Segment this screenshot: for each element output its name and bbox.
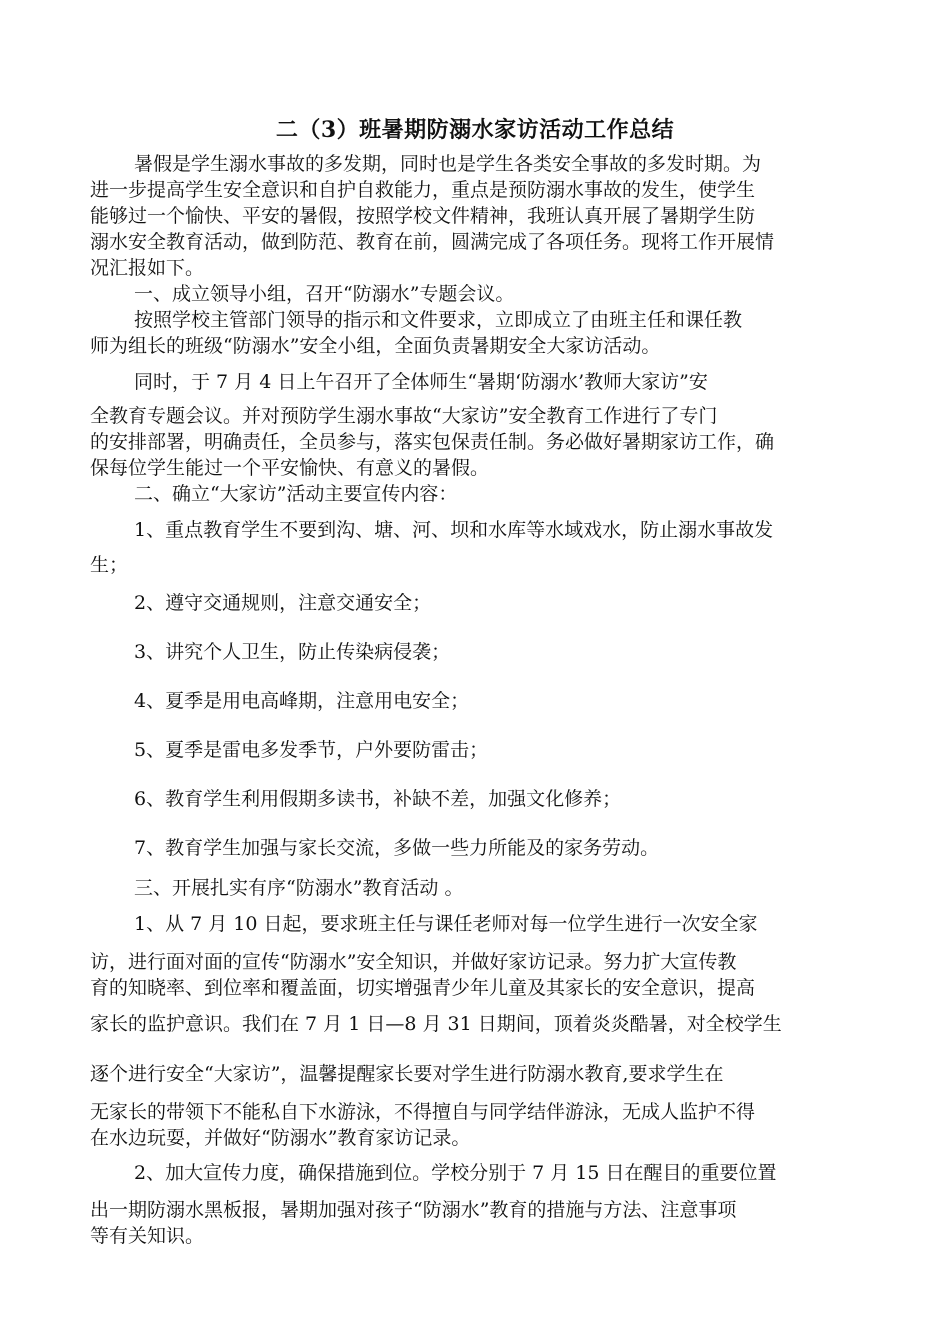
list-item-continuation: 生； [90,554,129,576]
section1-heading: 一、成立领导小组，召开“防溺水”专题会议。 [134,283,515,305]
list-item: 7、教育学生加强与家长交流，多做一些力所能及的家务劳动。 [134,837,660,859]
list-item: 2、遵守交通规则，注意交通安全； [134,592,432,614]
section3-p2-line-3: 等有关知识。 [90,1225,205,1247]
list-item: 4、夏季是用电高峰期，注意用电安全； [134,690,470,712]
section1-p2-line-3: 的安排部署，明确责任，全员参与，落实包保责任制。务必做好暑期家访工作，确 [90,431,775,453]
list-item: 3、讲究个人卫生，防止传染病侵袭； [134,641,451,663]
intro-line-3: 能够过一个愉快、平安的暑假，按照学校文件精神，我班认真开展了暑期学生防 [90,205,756,227]
section3-p1-line-4: 家长的监护意识。我们在 7 月 1 日—8 月 31 日期间，顶着炎炎酷暑，对全校学生 [90,1013,782,1035]
section1-p1-line-2: 师为组长的班级“防溺水”安全小组，全面负责暑期安全大家访活动。 [90,335,661,357]
section1-p1-line-1: 按照学校主管部门领导的指示和文件要求，立即成立了由班主任和课任教 [134,309,743,331]
list-item: 6、教育学生利用假期多读书，补缺不差，加强文化修养； [134,788,622,810]
section3-p2-line-2: 出一期防溺水黑板报，暑期加强对孩子“防溺水”教育的措施与方法、注意事项 [90,1199,737,1221]
intro-line-1: 暑假是学生溺水事故的多发期，同时也是学生各类安全事故的多发时期。为 [134,153,762,175]
section3-p1-line-5: 逐个进行安全“大家访”，温馨提醒家长要对学生进行防溺水教育,要求学生在 [90,1063,724,1085]
list-item: 1、重点教育学生不要到沟、塘、河、坝和水库等水域戏水，防止溺水事故发 [134,519,774,541]
section3-p1-line-1: 1、从 7 月 10 日起，要求班主任与课任老师对每一位学生进行一次安全家 [134,913,758,935]
section1-p2-line-4: 保每位学生能过一个平安愉快、有意义的暑假。 [90,457,490,479]
section3-p2-line-1: 2、加大宣传力度，确保措施到位。学校分别于 7 月 15 日在醒目的重要位置 [134,1162,777,1184]
section2-heading: 二、确立“大家访”活动主要宣传内容： [134,483,458,505]
section1-p2-line-2: 全教育专题会议。并对预防学生溺水事故“大家访”安全教育工作进行了专门 [90,405,718,427]
section3-p1-line-2: 访，进行面对面的宣传“防溺水”安全知识，并做好家访记录。努力扩大宣传教 [90,951,737,973]
section1-p2-line-1: 同时，于 7 月 4 日上午召开了全体师生“暑期‘防溺水’教师大家访”安 [134,371,708,393]
intro-line-5: 况汇报如下。 [90,257,205,279]
intro-line-4: 溺水安全教育活动，做到防范、教育在前，圆满完成了各项任务。现将工作开展情 [90,231,775,253]
intro-line-2: 进一步提高学生安全意识和自护自救能力，重点是预防溺水事故的发生，使学生 [90,179,756,201]
document-title: 二（3）班暑期防溺水家访活动工作总结 [275,117,675,143]
section3-heading: 三、开展扎实有序“防溺水”教育活动 。 [134,877,464,899]
section3-p1-line-3: 育的知晓率、到位率和覆盖面，切实增强青少年儿童及其家长的安全意识，提高 [90,977,756,999]
section3-p1-line-7: 在水边玩耍，并做好“防溺水”教育家访记录。 [90,1127,471,1149]
list-item: 5、夏季是雷电多发季节，户外要防雷击； [134,739,489,761]
section3-p1-line-6: 无家长的带领下不能私自下水游泳，不得擅自与同学结伴游泳，无成人监护不得 [90,1101,756,1123]
